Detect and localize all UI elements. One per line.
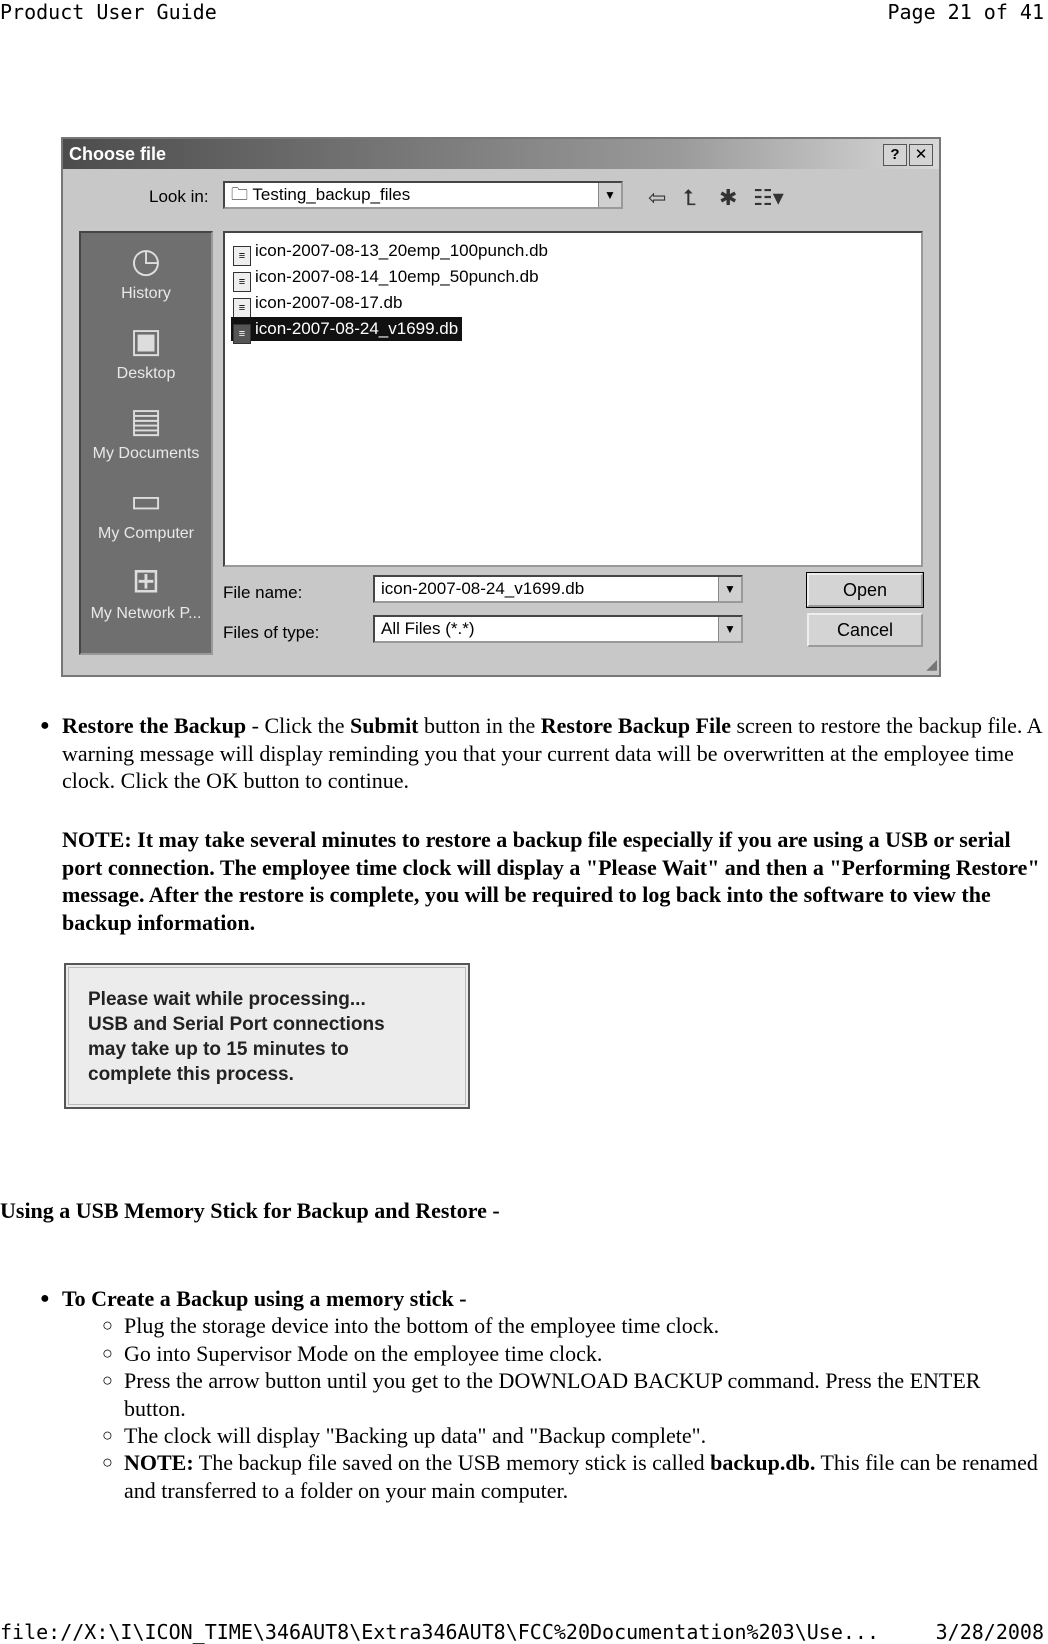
note-label: NOTE: <box>124 1450 194 1475</box>
circle-bullet-icon: ○ <box>102 1452 113 1472</box>
back-icon[interactable]: ⇦ <box>648 185 667 210</box>
bullet-icon: ● <box>40 717 50 734</box>
choose-file-dialog <box>61 137 941 677</box>
chevron-down-icon[interactable]: ▼ <box>718 577 741 601</box>
circle-bullet-icon: ○ <box>102 1425 113 1445</box>
restore-bullet <box>40 712 1047 795</box>
file-item[interactable] <box>231 265 543 289</box>
look-in-label: Look in: <box>149 187 209 206</box>
list-item <box>102 1449 1044 1504</box>
bullet-icon: ● <box>40 1290 50 1307</box>
file-type-label: Files of type: <box>223 623 320 642</box>
note-text: This file can be renamed and transferred to a folder on your main computer. <box>124 1450 1038 1503</box>
look-in-value: Testing_backup_files <box>252 185 411 204</box>
circle-bullet-icon: ○ <box>102 1343 113 1363</box>
resize-grip-icon[interactable]: ◢ <box>926 656 937 672</box>
file-path: file://X:\I\ICON_TIME\346AUT8\Extra346AUT8\FCC%20Documentation%203\Use... <box>0 1620 879 1644</box>
step-text: Press the arrow button until you get to the DOWNLOAD BACKUP command. Press the ENTER button. <box>124 1368 981 1421</box>
restore-title: Restore the Backup <box>62 713 247 738</box>
db-file-icon: ≡ <box>233 246 251 266</box>
help-button[interactable]: ? <box>883 144 907 166</box>
file-item[interactable] <box>231 239 552 263</box>
place-my-documents[interactable] <box>81 401 211 463</box>
open-button[interactable]: Open <box>807 573 923 607</box>
please-wait-message <box>64 963 470 1109</box>
place-history[interactable] <box>81 241 211 303</box>
cancel-button[interactable]: Cancel <box>807 613 923 647</box>
file-name-label: File name: <box>223 583 303 602</box>
new-folder-icon[interactable]: ✱ <box>719 185 738 210</box>
backup-filename: backup.db. <box>710 1450 816 1475</box>
restore-screen-term: Restore Backup File <box>540 713 731 738</box>
file-name: icon-2007-08-14_10emp_50punch.db <box>255 267 539 286</box>
db-file-icon: ≡ <box>233 298 251 318</box>
message-line: may take up to 15 minutes to <box>88 1039 349 1060</box>
chevron-down-icon[interactable]: ▼ <box>598 183 621 207</box>
create-backup-bullet <box>40 1285 1047 1313</box>
section-title: Using a USB Memory Stick for Backup and Restore - <box>0 1198 500 1223</box>
file-name-value: icon-2007-08-24_v1699.db <box>381 579 585 598</box>
submit-term: Submit <box>350 713 419 738</box>
desktop-icon: ▣ <box>129 322 163 360</box>
step-text: Plug the storage device into the bottom of the employee time clock. <box>124 1313 720 1338</box>
look-in-select[interactable] <box>223 181 623 209</box>
close-button[interactable]: ✕ <box>909 144 933 166</box>
network-icon: ⊞ <box>131 562 161 600</box>
place-label: My Documents <box>92 445 200 462</box>
step-text: The clock will display "Backing up data" and "Backup complete". <box>124 1423 707 1448</box>
print-date: 3/28/2008 <box>935 1620 1044 1644</box>
file-type-value: All Files (*.*) <box>381 619 475 638</box>
file-item-selected[interactable] <box>231 317 462 341</box>
db-file-icon: ≡ <box>233 272 251 292</box>
place-label: My Computer <box>97 525 195 542</box>
file-item[interactable] <box>231 291 406 315</box>
note-text: The backup file saved on the USB memory stick is called <box>193 1450 711 1475</box>
file-name: icon-2007-08-24_v1699.db <box>255 319 459 338</box>
list-item <box>102 1422 1044 1450</box>
file-name: icon-2007-08-13_20emp_100punch.db <box>255 241 549 260</box>
create-backup-title: To Create a Backup using a memory stick - <box>62 1286 467 1311</box>
page-number: Page 21 of 41 <box>887 0 1044 24</box>
place-label: Desktop <box>116 365 176 382</box>
places-bar <box>79 231 213 655</box>
message-line: complete this process. <box>88 1064 294 1085</box>
message-line: USB and Serial Port connections <box>88 1014 385 1035</box>
place-my-computer[interactable] <box>81 481 211 543</box>
page-header-title: Product User Guide <box>0 0 217 24</box>
file-name-input[interactable] <box>373 575 743 603</box>
list-item <box>102 1340 1044 1368</box>
list-item <box>102 1312 1044 1340</box>
place-my-network[interactable] <box>81 561 211 623</box>
view-menu-icon[interactable]: ☷▾ <box>753 185 784 210</box>
step-text: Go into Supervisor Mode on the employee time clock. <box>124 1341 603 1366</box>
chevron-down-icon[interactable]: ▼ <box>718 617 741 641</box>
computer-icon: ▭ <box>129 482 163 520</box>
folder-icon: 🗀 <box>231 185 253 204</box>
up-folder-icon[interactable]: ⮤ <box>683 185 696 210</box>
restore-text: button in the <box>418 713 541 738</box>
history-icon: ◷ <box>131 242 161 280</box>
message-line: Please wait while processing... <box>88 989 366 1010</box>
list-item <box>102 1367 1044 1422</box>
restore-text: screen to restore the backup file. A warning message will display reminding you that your current data will be overwritten at the employee time clock. Click the OK button to continue. <box>62 713 1042 793</box>
circle-bullet-icon: ○ <box>102 1315 113 1335</box>
place-label: My Network P... <box>90 605 202 622</box>
dialog-title: Choose file <box>63 139 939 169</box>
place-label: History <box>121 285 171 302</box>
restore-note: NOTE: It may take several minutes to restore a backup file especially if you are using a USB or serial port connection. The employee time clock will display a "Please Wait" and then a "Performing Restore" message. After the restore is complete, you will be required to log back into the software to view the backup information. <box>62 827 1040 935</box>
documents-folder-icon: ▤ <box>129 402 163 440</box>
db-file-icon: ≡ <box>233 324 251 344</box>
place-desktop[interactable] <box>81 321 211 383</box>
file-type-select[interactable] <box>373 615 743 643</box>
circle-bullet-icon: ○ <box>102 1370 113 1390</box>
file-list <box>223 231 923 567</box>
restore-text: - Click the <box>246 713 351 738</box>
file-name: icon-2007-08-17.db <box>255 293 403 312</box>
